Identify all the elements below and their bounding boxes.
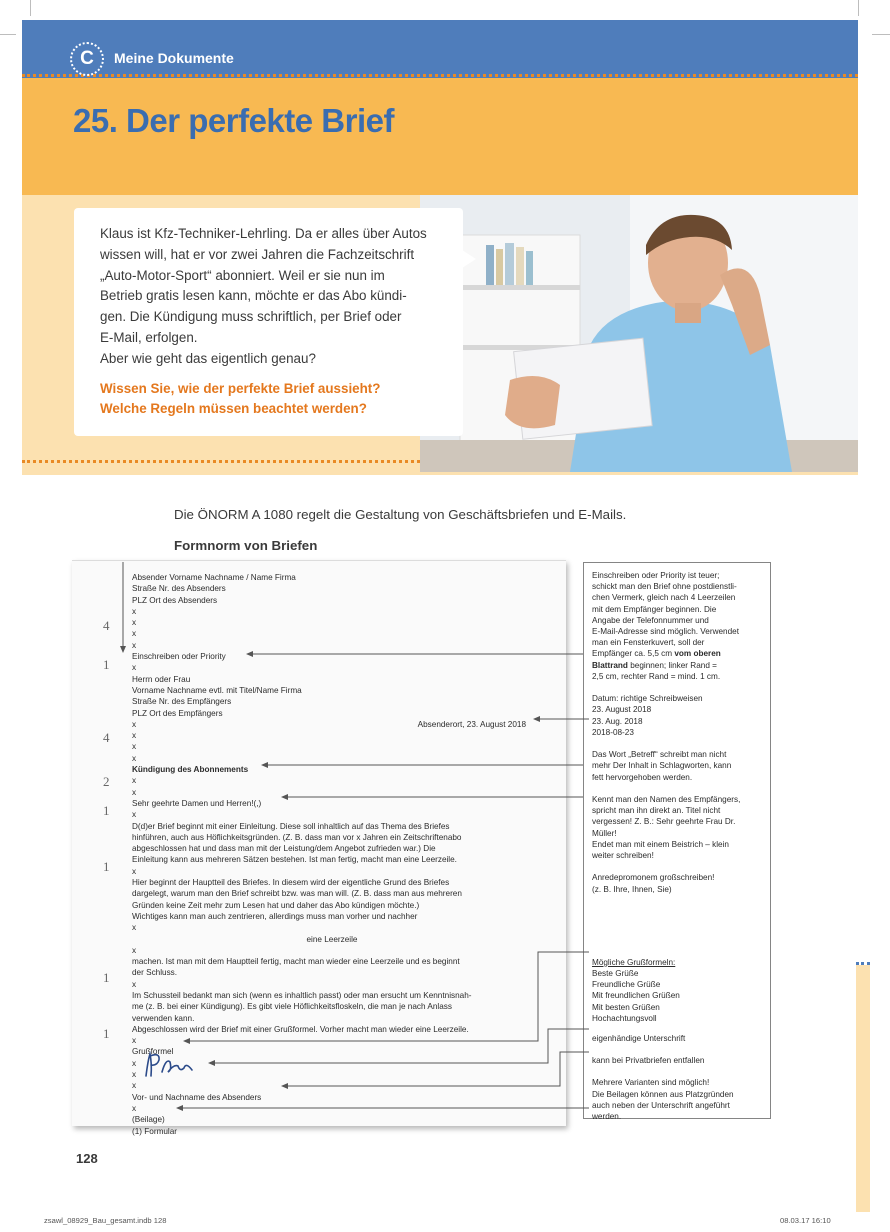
norm-description: Die ÖNORM A 1080 regelt die Gestaltung von Geschäftsbriefen und E-Mails.	[174, 507, 627, 522]
letter-line: x	[132, 979, 137, 989]
annotation-heading: Mögliche Grußformeln:	[592, 957, 676, 967]
annotation-line: Mit besten Grüßen	[592, 1002, 660, 1012]
letter-line: Absender Vorname Nachname / Name Firma	[132, 573, 296, 582]
letter-line: machen. Ist man mit dem Hauptteil fertig, macht man wieder eine Leerzeile und es beginnt	[132, 957, 460, 967]
blank-line-count: 1	[103, 970, 110, 985]
annotation-text: Empfänger ca. 5,5 cm	[592, 649, 673, 659]
letter-line: D(d)er Brief beginnt mit einer Einleitung. Diese soll inhaltlich auf das Thema des Briefes	[132, 821, 450, 831]
letter-line: PLZ Ort des Absenders	[132, 595, 218, 605]
letter-line: x	[132, 866, 137, 876]
annotation-line: Freundliche Grüße	[592, 980, 661, 990]
letter-subject: Kündigung des Abonnements	[132, 765, 249, 775]
chapter-title: Meine Dokumente	[114, 50, 234, 66]
letter-line: x	[132, 753, 137, 763]
annotation-line: (z. B. Ihre, Ihnen, Sie)	[592, 884, 672, 894]
letter-line: x	[132, 719, 137, 729]
annotation-line: man ein Fensterkuvert, soll der	[592, 638, 705, 648]
intro-line: Betrieb gratis lesen kann, möchte er das Abo kündi-	[100, 288, 407, 304]
intro-line: „Auto-Motor-Sport“ abonniert. Weil er sie nun im	[100, 267, 385, 283]
intro-line: E-Mail, erfolgen.	[100, 329, 198, 345]
blank-line-count: 4	[103, 618, 110, 633]
annotation-line: spricht man ihn direkt an. Titel nicht	[592, 806, 721, 816]
letter-line: x	[132, 945, 137, 955]
letter-line: x	[132, 1036, 137, 1046]
annotation-line: 2018-08-23	[592, 727, 634, 737]
letter-line: x	[132, 776, 137, 786]
letter-line: x	[132, 663, 137, 673]
annotation-line: kann bei Privatbriefen entfallen	[592, 1056, 705, 1066]
letter-line: x	[132, 923, 137, 933]
annotation-line: weiter schreiben!	[592, 851, 654, 861]
annotation-line: fett hervorgehoben werden.	[592, 772, 693, 782]
annotation-line: Datum: richtige Schreibweisen	[592, 694, 703, 704]
annotation-line: 23. August 2018	[592, 705, 652, 715]
letter-line: me (z. B. bei einer Kündigung). Es gibt viele Höflichkeitsfloskeln, die man je nach Anlass	[132, 1002, 452, 1012]
intro-line: Klaus ist Kfz-Techniker-Lehrling. Da er alles über Autos	[100, 226, 427, 241]
annotation-line: auch neben der Unterschrift angeführt	[592, 1100, 730, 1110]
arrow-line	[209, 1029, 589, 1063]
letter-line: Abgeschlossen wird der Brief mit einer Grußformel. Vorher macht man wieder eine Leerzeile.	[132, 1024, 469, 1034]
letter-line: x	[132, 810, 137, 820]
letter-closing: Grußformel	[132, 1047, 174, 1057]
letter-line: x	[132, 742, 137, 752]
letter-line: abgeschlossen hat und dass man mit der Leistung/dem Angebot zufrieden war.) Die	[132, 844, 436, 854]
annotation-bold: Blattrand	[592, 660, 628, 670]
letter-line: x	[132, 618, 137, 628]
annotation-line: chen Vermerk, gleich nach 4 Leerzeilen	[592, 593, 736, 603]
letter-line: x	[132, 787, 137, 797]
letter-line: Einleitung kann aus mehreren Sätzen bestehen. Ist man fertig, macht man eine Leerzeile.	[132, 855, 457, 865]
intro-line: gen. Die Kündigung muss schriftlich, per Brief oder	[100, 309, 402, 325]
annotation-line: Einschreiben oder Priority ist teuer;	[592, 571, 720, 580]
page-number: 128	[76, 1151, 98, 1166]
annotation-line: 23. Aug. 2018	[592, 716, 643, 726]
blank-line-count: 1	[103, 657, 110, 672]
letter-line: Straße Nr. des Absenders	[132, 584, 226, 594]
intro-line: wissen will, hat er vor zwei Jahren die Fachzeitschrift	[100, 246, 415, 262]
intro-line: Aber wie geht das eigentlich genau?	[100, 350, 316, 366]
letter-line: x	[132, 1081, 137, 1091]
annotation-line: schickt man den Brief ohne postdienstli-	[592, 582, 737, 592]
letter-sender-name: Vor- und Nachname des Absenders	[132, 1092, 262, 1102]
chapter-badge: C	[70, 42, 104, 76]
blank-line-count: 1	[103, 859, 110, 874]
letter-line: Vorname Nachname evtl. mit Titel/Name Firma	[132, 685, 302, 695]
letter-line: Hier beginnt der Hauptteil des Briefes. In diesem wird der eigentliche Grund des Briefes	[132, 878, 450, 888]
letter-line: PLZ Ort des Empfängers	[132, 708, 223, 718]
blank-line-count: 4	[103, 730, 110, 745]
blank-line-count: 1	[103, 803, 110, 818]
letter-line: hinführen, auch aus Höflichkeitsgründen. (Z. B. dass man vor x Jahren ein Zeitschriftenabo	[132, 832, 462, 842]
annotation-line: Mehrere Varianten sind möglich!	[592, 1078, 710, 1088]
letter-line: Im Schussteil bedankt man sich (wenn es inhaltlich passt) oder man ersucht um Kenntnisnah-	[132, 990, 472, 1000]
letter-enclosure: (Beilage)	[132, 1115, 165, 1125]
letter-line: Einschreiben oder Priority	[132, 652, 226, 662]
letter-line: x	[132, 606, 137, 616]
annotation-line: Die Beilagen können aus Platzgründen	[592, 1089, 734, 1099]
annotation-line: Kennt man den Namen des Empfängers,	[592, 795, 741, 805]
footer-file: zsawl_08929_Bau_gesamt.indb 128	[44, 1216, 167, 1225]
letter-line: Straße Nr. des Empfängers	[132, 697, 232, 707]
annotation-line: Hochachtungsvoll	[592, 1013, 657, 1023]
annotation-line: mit dem Empfänger beginnen. Die	[592, 604, 717, 614]
annotation-line: werden.	[592, 1112, 622, 1122]
letter-date: Absenderort, 23. August 2018	[417, 719, 526, 729]
letter-line: x	[132, 1058, 137, 1068]
annotation-text: beginnen; linker Rand =	[630, 660, 717, 670]
annotation-line: Müller!	[592, 828, 617, 838]
letter-line: x	[132, 1103, 137, 1113]
annotation-line: eigenhändige Unterschrift	[592, 1034, 686, 1044]
annotation-line: vergessen! Z. B.: Sehr geehrte Frau Dr.	[592, 817, 736, 827]
letter-line: Wichtiges kann man auch zentrieren, allerdings muss man vorher und nachher	[132, 911, 418, 921]
letter-line: dargelegt, warum man den Brief schreibt bzw. was man will. (Z. B. dass man aus mehreren	[132, 889, 462, 899]
letter-line: Gründen keine Zeit mehr zum Lesen hat und daher das Abo kündigen möchte.)	[132, 900, 420, 910]
letter-line: x	[132, 640, 137, 650]
annotation-line: Das Wort „Betreff“ schreibt man nicht	[592, 750, 727, 760]
letter-salutation: Sehr geehrte Damen und Herren!(,)	[132, 798, 262, 808]
annotation-bold: vom oberen	[674, 649, 721, 659]
annotation-line: Angabe der Telefonnummer und	[592, 615, 709, 625]
page-title: 25. Der perfekte Brief	[73, 102, 394, 139]
letter-line: x	[132, 731, 137, 741]
annotation-line: mehr Der Inhalt in Schlagworten, kann	[592, 761, 732, 771]
blank-line-count: 2	[103, 774, 110, 789]
letter-line: x	[132, 629, 137, 639]
arrow-line	[282, 1052, 589, 1086]
letter-line: x	[132, 1070, 137, 1080]
intro-question: Welche Regeln müssen beachtet werden?	[100, 400, 367, 416]
letter-centered-line: eine Leerzeile	[306, 934, 358, 944]
letter-line: verwenden kann.	[132, 1013, 195, 1023]
blank-line-count: 1	[103, 1026, 110, 1041]
margin-bar	[856, 965, 870, 1212]
annotation-line: Mit freundlichen Grüßen	[592, 991, 680, 1001]
annotation-line: Endet man mit einem Beistrich – klein	[592, 839, 729, 849]
letter-line: Herrn oder Frau	[132, 674, 191, 684]
letter-enclosure-item: (1) Formular	[132, 1126, 178, 1136]
letter-line: der Schluss.	[132, 968, 178, 978]
arrow-line	[184, 952, 589, 1041]
annotation-line: Anredepromonem großschreiben!	[592, 873, 715, 883]
intro-question: Wissen Sie, wie der perfekte Brief aussieht?	[100, 380, 381, 396]
annotation-line: 2,5 cm, rechter Rand = mind. 1 cm.	[592, 671, 721, 681]
section-heading: Formnorm von Briefen	[174, 538, 318, 553]
annotation-line: Beste Grüße	[592, 969, 639, 979]
annotation-line: E-Mail-Adresse sind möglich. Verwendet	[592, 627, 739, 637]
footer-timestamp: 08.03.17 16:10	[780, 1216, 831, 1225]
